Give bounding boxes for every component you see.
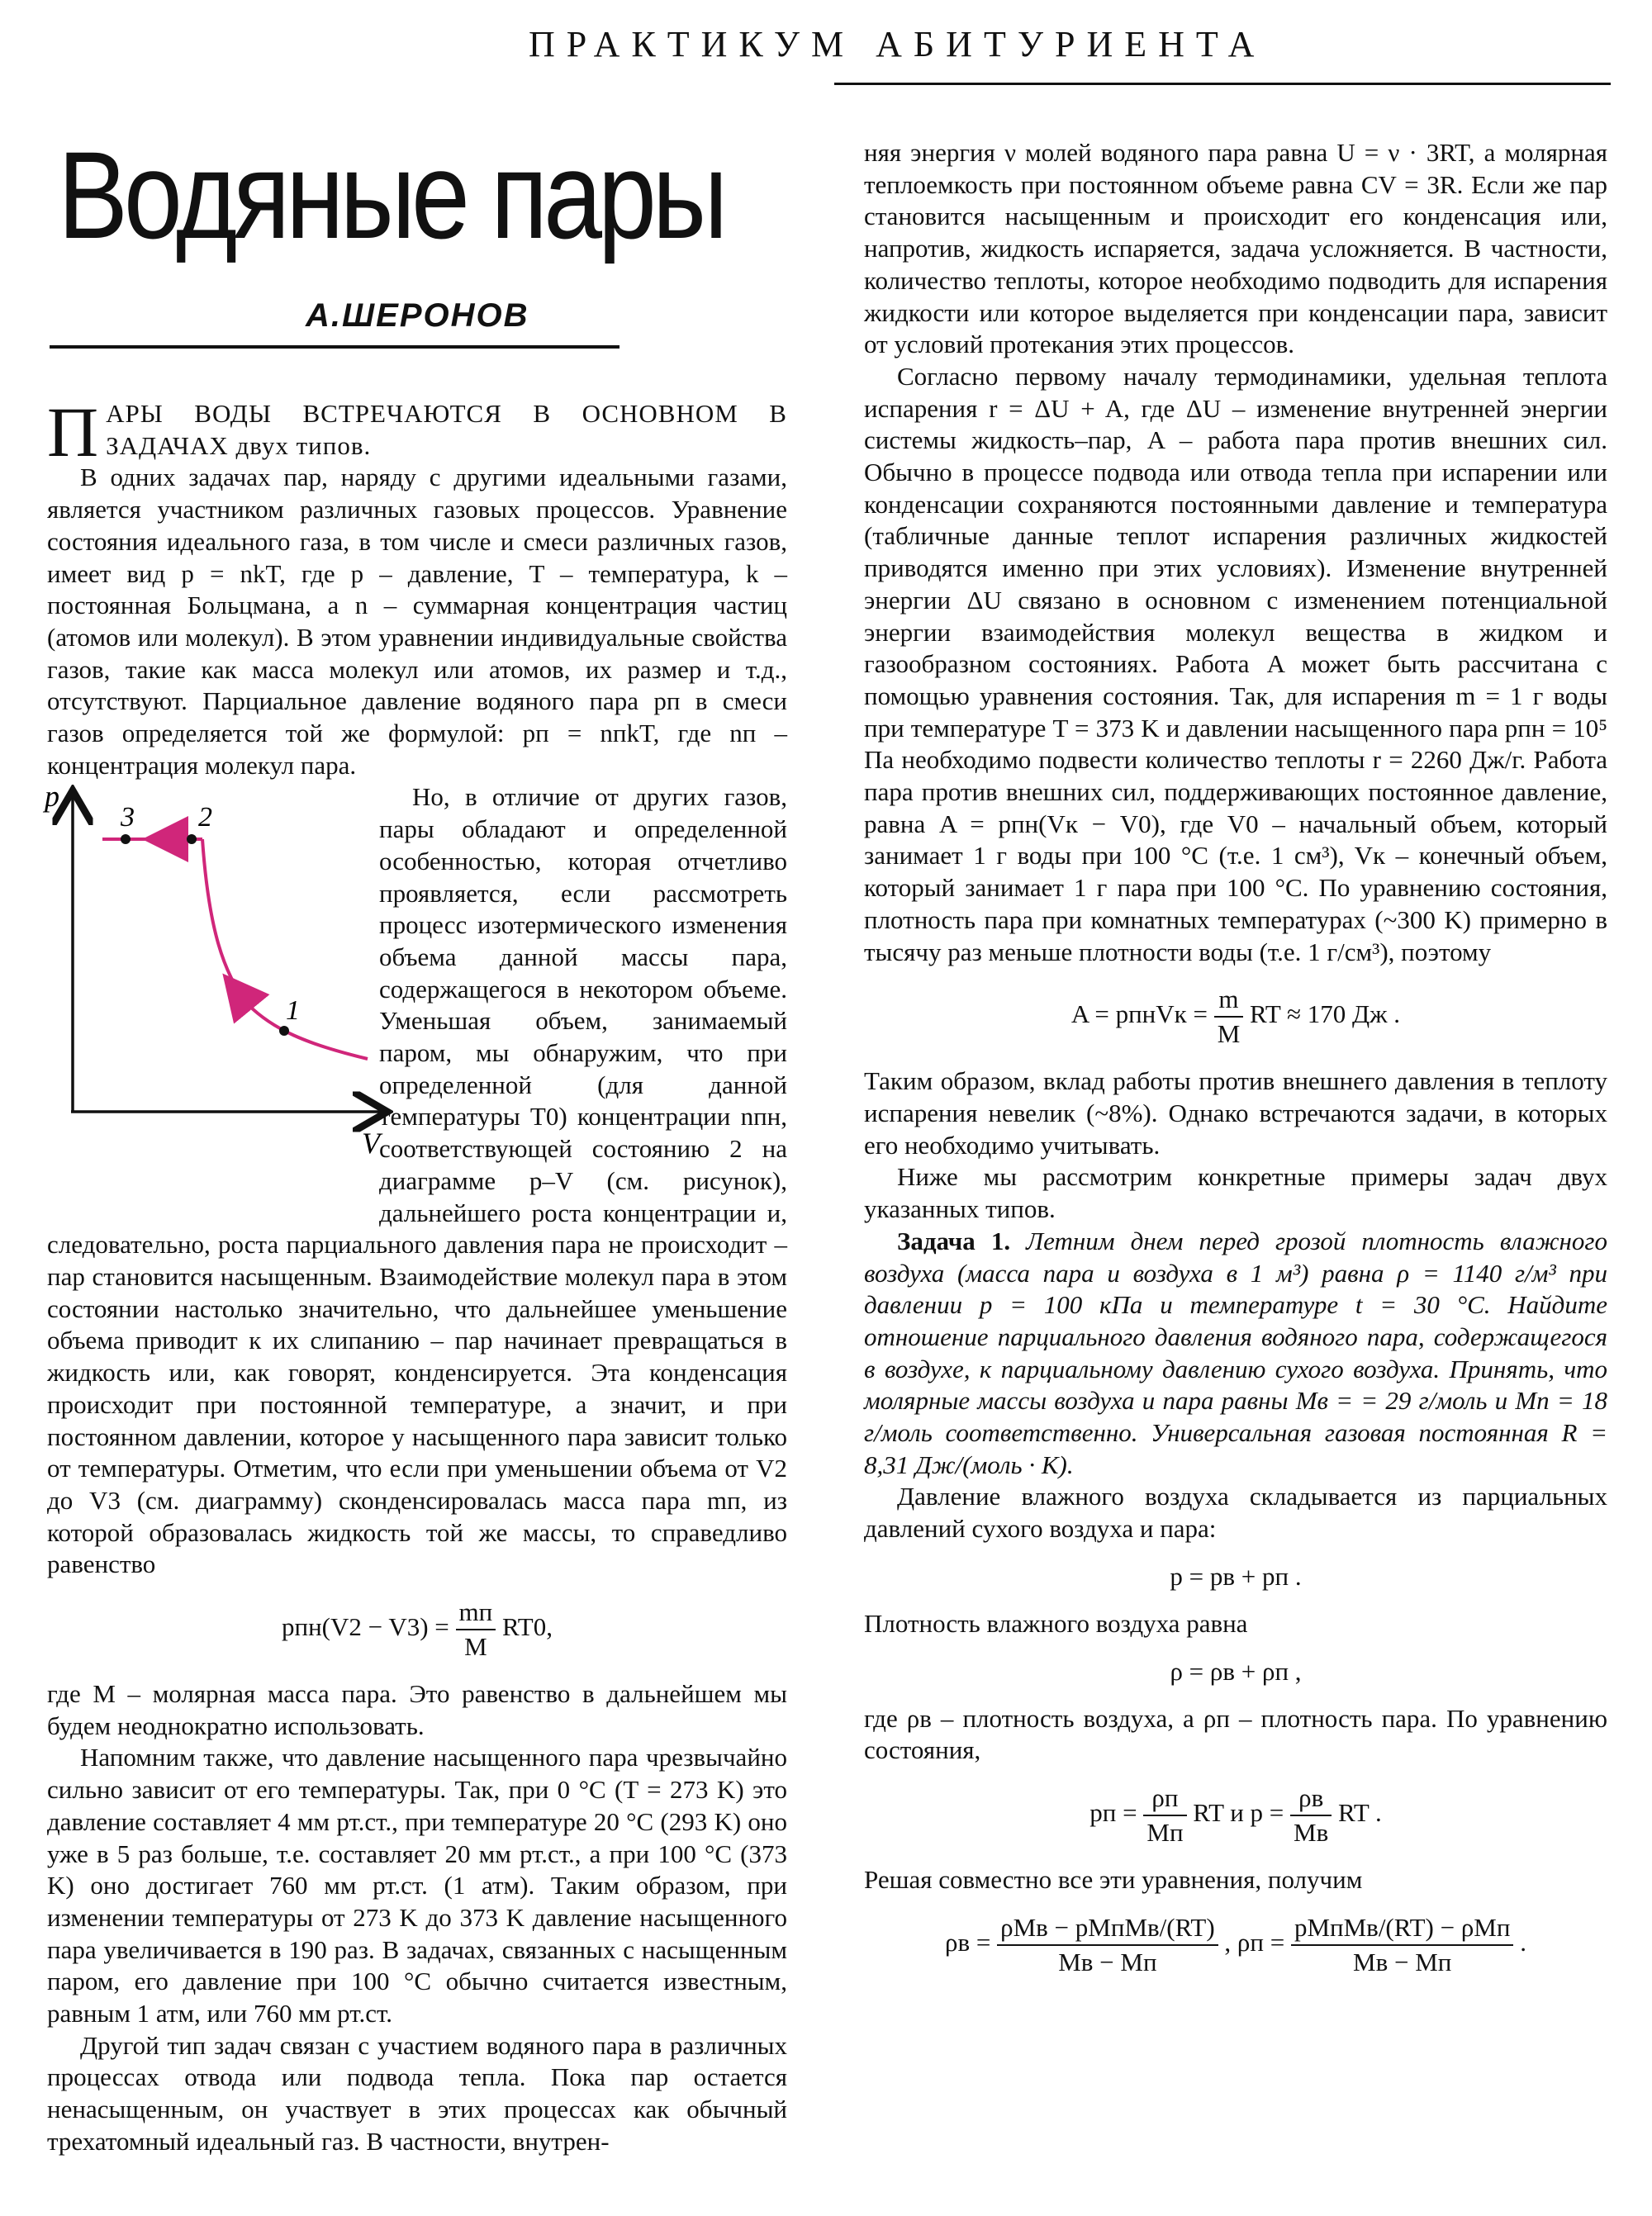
point-3-label: 3 <box>121 802 135 833</box>
formula-part: pп = <box>1089 1798 1137 1828</box>
fraction <box>1290 1782 1332 1849</box>
task-paragraph <box>864 1226 1607 1482</box>
intro-text: АРЫ ВОДЫ ВСТРЕЧАЮТСЯ В ОСНОВНОМ В ЗАДАЧАХ двух типов. <box>106 399 787 460</box>
paragraph: Напомним также, что давление насыщенного пара чрезвычайно сильно зависит от его температуры. Так, при 0 °C (T = 273 K) это давление составляет 4 мм рт.ст., при температуре 20 °C (293 K) оно уже в 5 раз больше, т.е. составляет 20 мм рт.ст., а при 100 °C (373 K) оно достигает 760 мм рт.ст. (1 атм). Таким образом, при изменении температуры от 273 K до 373 K давление насыщенного пара увеличивается в 190 раз. В задачах, связанных с насыщенным паром, его давление при 100 °C обычно считается известным, равным 1 атм, или 760 мм рт.ст. <box>47 1743 787 2029</box>
paragraph: Другой тип задач связан с участием водяного пара в различных процессах отвода или подвода тепла. Пока пар остается ненасыщенным, он участвует в этих процессах как обычный трехатомный идеальный газ. В частности, внутрен- <box>47 2030 787 2156</box>
paragraph: няя энергия ν молей водяного пара равна U = ν · 3RT, а молярная теплоемкость при постоянном объеме равна CV = 3R. Если же пар становится насыщенным и происходит его конденсация или, напротив, жидкость испаряется, задача усложняется. В частности, количество теплоты, которое необходимо подводить для испарения жидкости или которое выделяется при конденсации пара, зависит от условий протекания этих процессов. <box>864 138 1607 359</box>
denominator: M <box>464 1632 487 1662</box>
pv-diagram <box>0 780 380 1211</box>
fraction <box>1214 983 1244 1051</box>
point-1 <box>279 1026 289 1036</box>
paragraph: где ρв – плотность воздуха, а ρп – плотность пара. По уравнению состояния, <box>864 1703 1607 1765</box>
formula-work <box>864 983 1607 1051</box>
isotherm-arrow <box>233 986 248 1004</box>
paragraph: Давление влажного воздуха складывается из парциальных давлений сухого воздуха и пара: <box>864 1482 1607 1544</box>
numerator: ρв <box>1290 1782 1332 1816</box>
paragraph-text: Но, в отличие от других газов, пары обладают и определенной особенностью, которая отчетливо проявляется, если рассмотреть процесс изотермического изменения объема данной массы пара, содержащегося в некотором объеме. Уменьшая объем, занимаемый паром, мы обнаружим, что при определенной (для данной температуры T0) концентрации nпн, соответствующей состоянию 2 на диаграмме p–V (см. рисунок), дальнейшего роста концентрации и, следовательно, роста парциального давления пара не происходит – пар становится насыщенным. Взаимодействие молекул пара в этом состоянии настолько значительно, что дальнейшее уменьшение объема приводит к их слипанию – пар начинает превращаться в жидкость или, как говорят, конденсируется. Эта конденсация происходит при постоянной температуре, а значит, и при постоянном давлении, которое у насыщенного пара зависит только от температуры. Отметим, что если при уменьшении объема от V2 до V3 (см. диаграмму) сконденсировалась масса пара mп, из которой образовалась жидкость той же массы, то справедливо равенство <box>47 782 787 1579</box>
point-1-label: 1 <box>286 995 300 1027</box>
numerator: mп <box>456 1596 496 1630</box>
drop-cap: П <box>47 392 100 472</box>
pv-diagram-svg <box>0 780 380 1211</box>
paragraph: В одних задачах пар, наряду с другими идеальными газами, является участником различных газовых процессов. Уравнение состояния идеального газа, в том числе и смеси различных газов, имеет вид p = nkT, где p – давление, T – температура, k – постоянная Больцмана, а n – суммарная концентрация частиц (атомов или молекул). В этом уравнении индивидуальные свойства газов, такие как масса молекул или атомов, их размер и т.д., отсутствуют. Парциальное давление водяного пара pп в смеси газов определяется той же формулой: pп = nпkT, где nп – концентрация молекул пара. <box>47 463 787 780</box>
paragraph: Ниже мы рассмотрим конкретные примеры задач двух указанных типов. <box>864 1162 1607 1224</box>
numerator: ρп <box>1143 1782 1186 1816</box>
section-header: ПРАКТИКУМ АБИТУРИЕНТА <box>529 24 1266 64</box>
numerator: pMпMв/(RT) − ρMп <box>1291 1911 1513 1946</box>
v-axis-label: V <box>362 1127 380 1160</box>
formula-solution <box>864 1911 1607 1979</box>
paragraph: Согласно первому началу термодинамики, удельная теплота испарения r = ΔU + A, где ΔU – изменение внутренней энергии системы жидкость–пар, A – работа пара против внешних сил. Обычно в процессе подвода или отвода тепла при испарении или конденсации сохраняются постоянными давление и температура (табличные данные теплот испарения различных жидкостей приводятся именно при этих условиях). Изменение внутренней энергии ΔU связано в основном с изменением потенциальной энергии взаимодействия молекул вещества в жидком и газообразном состояниях. Работа A может быть рассчитана с помощью уравнения состояния. Так, для испарения m = 1 г воды при температуре T = 373 K и давлении насыщенного пара pпн = 10⁵ Па необходимо подвести количество теплоты r = 2260 Дж/г. Работа пара против внешних сил, поддерживающих постоянное давление, равна A = pпн(Vк − V0), где V0 – начальный объем, который занимает 1 г воды при 100 °C (т.е. 1 см³), Vк – конечный объем, который занимает 1 г пара при 100 °C. По уравнению состояния, плотность пара при комнатных температурах (~300 K) примерно в тысячу раз меньше плотности воды (т.е. 1 г/см³), поэтому <box>864 361 1607 966</box>
denominator: Mп <box>1146 1817 1184 1847</box>
left-column <box>45 392 787 2158</box>
formula-part: ρв = <box>945 1927 991 1957</box>
paragraph <box>47 781 787 1581</box>
formula-part: A = pпнVк = <box>1070 999 1208 1029</box>
formula-part: . <box>1520 1927 1526 1957</box>
numerator: ρMв − pMпMв/(RT) <box>997 1911 1218 1946</box>
fraction <box>1291 1911 1513 1979</box>
article-title: Водяные пары <box>58 126 724 264</box>
formula-density-sum: ρ = ρв + ρп , <box>1170 1656 1302 1686</box>
numerator: m <box>1214 983 1244 1018</box>
right-column <box>864 137 1607 1994</box>
p-axis-label: p <box>45 780 59 814</box>
task-text: Летним днем перед грозой плотность влажного воздуха (масса пара и воздуха в 1 м³) равна ρ = 1140 г/м³ при давлении p = 100 кПа и температуре t = 30 °C. Найдите отношение парциального давления водяного пара, содержащегося в воздухе, к парциальному давлению сухого воздуха. Принять, что молярные массы воздуха и пара равны Mв = = 29 г/моль и Mп = 18 г/моль соответственно. Универсальная газовая постоянная R = 8,31 Дж/(моль · K). <box>864 1226 1608 1479</box>
fraction <box>1143 1782 1186 1849</box>
paragraph: Плотность влажного воздуха равна <box>864 1608 1248 1638</box>
denominator: M <box>1217 1019 1241 1049</box>
denominator: Mв − Mп <box>1058 1947 1157 1976</box>
paragraph: Таким образом, вклад работы против внешнего давления в теплоту испарения невелик (~8%). Однако встречаются задачи, в которых его необходимо учитывать. <box>864 1066 1607 1160</box>
fraction <box>456 1596 496 1663</box>
author-rule <box>50 345 620 349</box>
point-2-label: 2 <box>198 802 212 833</box>
formula-part: RT . <box>1338 1798 1382 1828</box>
formula-part: pпн(V2 − V3) = <box>282 1612 449 1642</box>
denominator: Mв <box>1294 1817 1329 1847</box>
formula-part: RT и p = <box>1193 1798 1284 1828</box>
point-3 <box>121 834 131 844</box>
fraction <box>997 1911 1218 1979</box>
denominator: Mв − Mп <box>1353 1947 1452 1976</box>
article-author: А.ШЕРОНОВ <box>306 297 529 334</box>
formula-part: RT ≈ 170 Дж . <box>1250 999 1401 1029</box>
formula-part: RT0, <box>501 1612 553 1642</box>
paragraph: Решая совместно все эти уравнения, получим <box>864 1864 1363 1894</box>
intro-paragraph <box>47 392 787 472</box>
formula-pressure-sum: p = pв + pп . <box>1170 1561 1302 1591</box>
paragraph: где M – молярная масса пара. Это равенство в дальнейшем мы будем неоднократно использовать. <box>47 1679 787 1740</box>
task-label: Задача 1. <box>897 1226 1011 1255</box>
formula-part: , ρп = <box>1224 1927 1285 1957</box>
header-rule <box>834 83 1611 85</box>
point-2 <box>187 834 197 844</box>
formula-condensation <box>47 1596 787 1663</box>
formula-state <box>864 1782 1607 1849</box>
